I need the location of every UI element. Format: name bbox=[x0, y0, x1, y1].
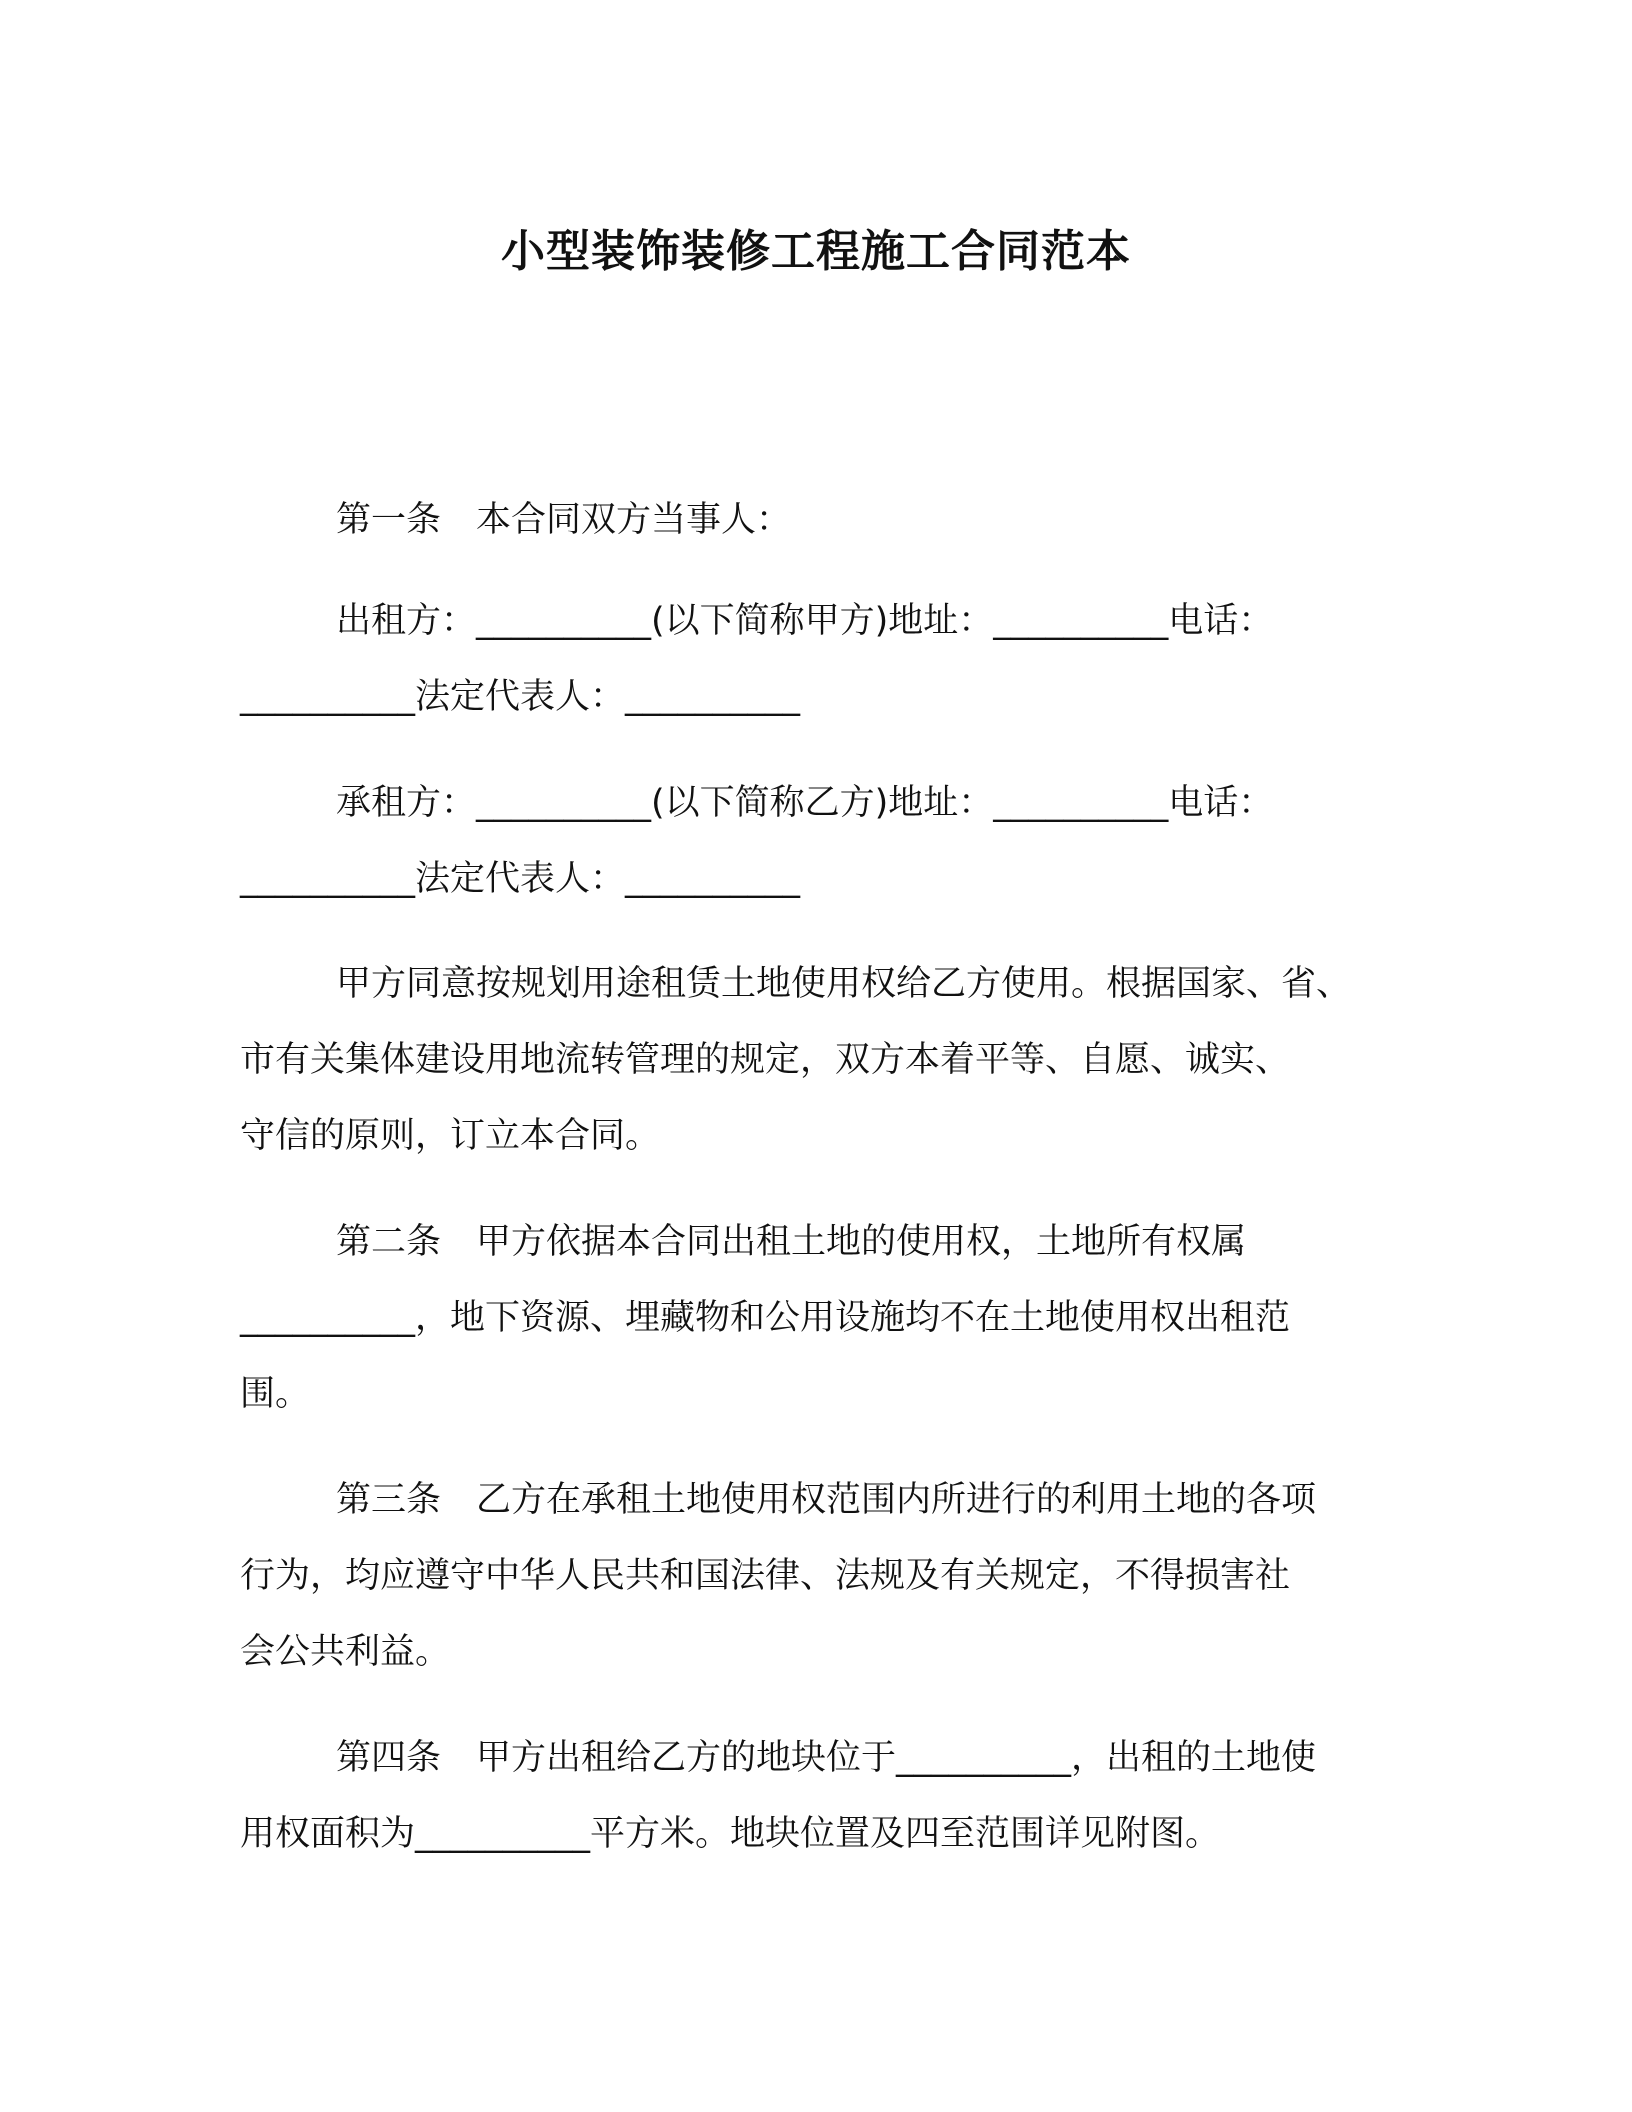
lessee-line-1: 承租方：__________(以下简称乙方)地址：__________电话： bbox=[336, 783, 1274, 823]
article-1-line: 第一条 本合同双方当事人： bbox=[336, 500, 792, 540]
article-3-line-2: 行为，均应遵守中华人民共和国法律、法规及有关规定，不得损害社 bbox=[240, 1556, 1291, 1596]
lessee-info bbox=[240, 765, 1390, 917]
article-1-heading bbox=[240, 482, 1390, 558]
preamble-line-2: 市有关集体建设用地流转管理的规定，双方本着平等、自愿、诚实、 bbox=[240, 1040, 1291, 1080]
article-3-paragraph bbox=[240, 1462, 1390, 1690]
article-3-line-3: 会公共利益。 bbox=[240, 1632, 451, 1672]
lessor-line-1: 出租方：__________(以下简称甲方)地址：__________电话： bbox=[336, 601, 1274, 641]
article-2-line-1: 第二条 甲方依据本合同出租土地的使用权，土地所有权属 bbox=[336, 1222, 1247, 1262]
article-4-line-2: 用权面积为__________平方米。地块位置及四至范围详见附图。 bbox=[240, 1814, 1221, 1854]
article-3-line-1: 第三条 乙方在承租土地使用权范围内所进行的利用土地的各项 bbox=[336, 1480, 1317, 1520]
article-2-line-3: 围。 bbox=[240, 1374, 311, 1414]
preamble-line-1: 甲方同意按规划用途租赁土地使用权给乙方使用。根据国家、省、 bbox=[336, 964, 1352, 1004]
preamble-line-3: 守信的原则，订立本合同。 bbox=[240, 1116, 661, 1156]
article-2-line-2: __________，地下资源、埋藏物和公用设施均不在土地使用权出租范 bbox=[240, 1298, 1291, 1338]
article-4-line-1: 第四条 甲方出租给乙方的地块位于__________，出租的土地使 bbox=[336, 1738, 1317, 1778]
preamble-paragraph bbox=[240, 946, 1390, 1174]
lessee-line-2: __________法定代表人：__________ bbox=[240, 859, 801, 899]
article-4-paragraph bbox=[240, 1720, 1390, 1872]
document-title: 小型装饰装修工程施工合同范本 bbox=[501, 226, 1131, 277]
article-2-paragraph bbox=[240, 1204, 1390, 1432]
lessor-info bbox=[240, 583, 1390, 735]
lessor-line-2: __________法定代表人：__________ bbox=[240, 677, 801, 717]
